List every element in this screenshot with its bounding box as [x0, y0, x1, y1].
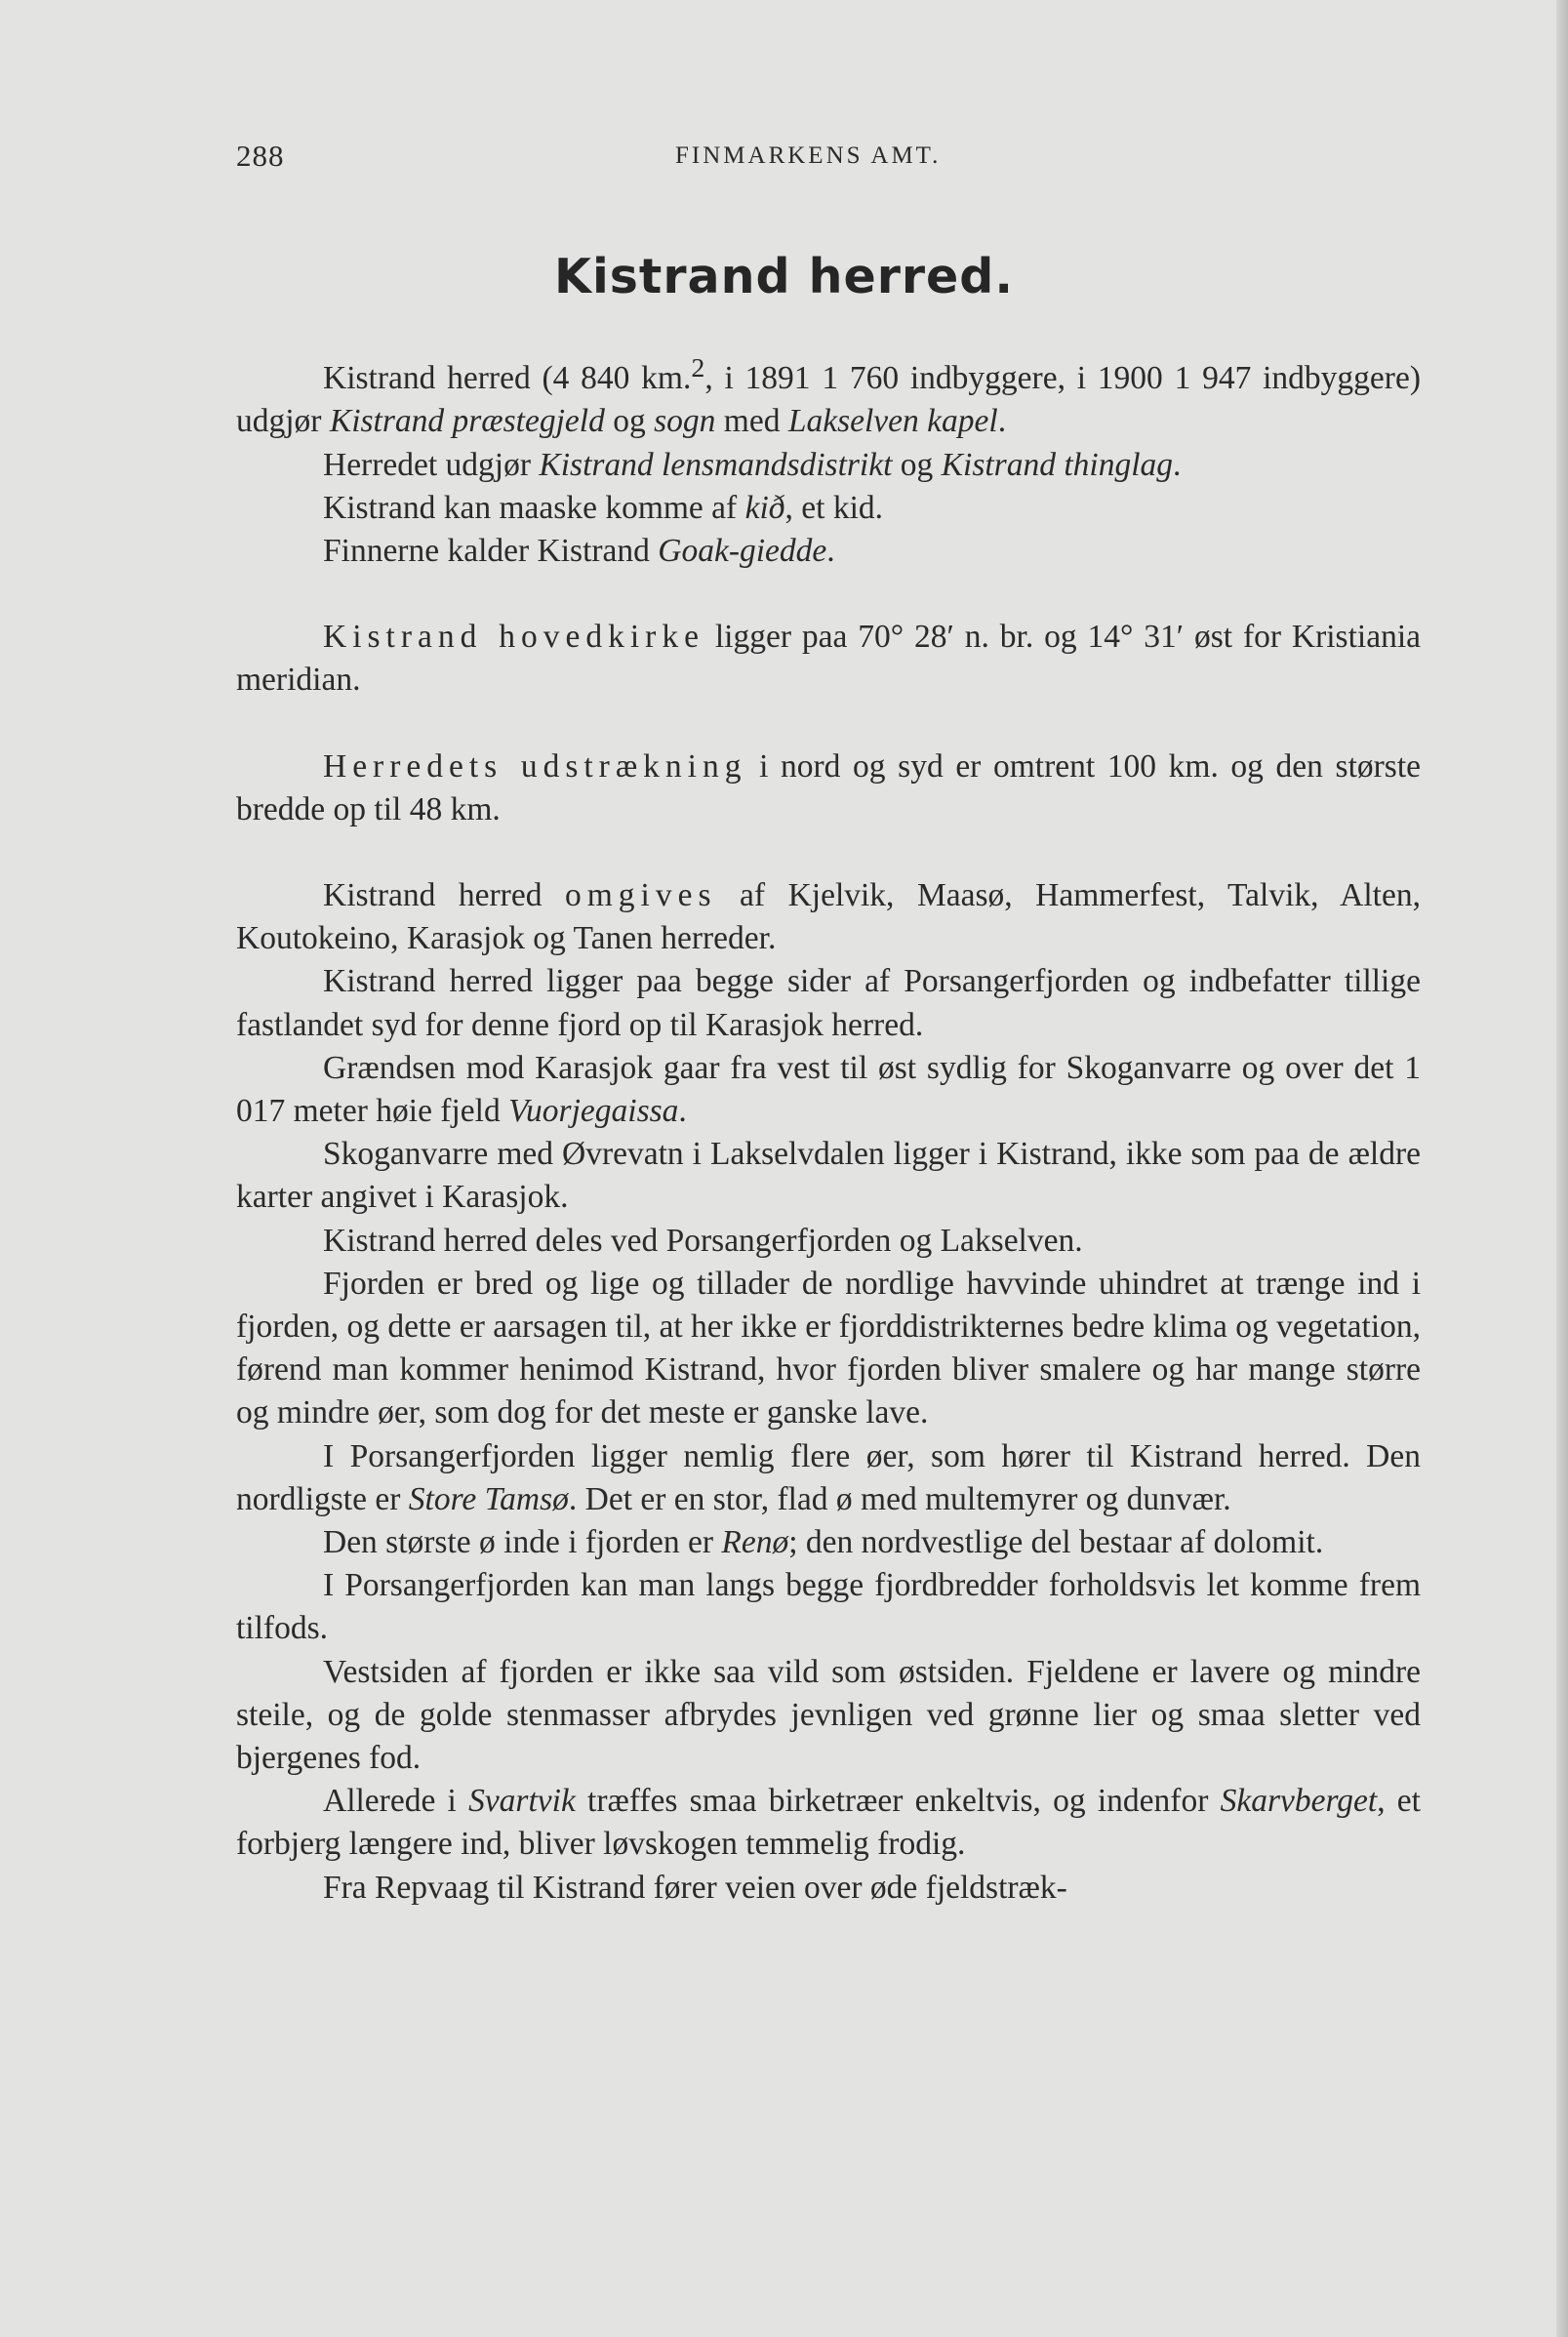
paragraph-extent: Herredets udstrækning i nord og syd er omtrent 100 km. og den største bredde op til 48 km.	[236, 747, 1421, 827]
paragraph-reno: Den største ø inde i fjorden er Renø; den nordvestlige del bestaar af dolomit.	[323, 1524, 1324, 1561]
paragraph-skoganvarre: Skoganvarre med Øvrevatn i Lakselvdalen ligger i Kistrand, ikke som paa de ældre karter angivet i Karasjok.	[236, 1136, 1421, 1216]
paragraph-etymology: Kistrand kan maaske komme af kið, et kid.	[323, 489, 883, 526]
section-title: Kistrand herred.	[554, 249, 1014, 304]
paragraph-road: Fra Repvaag til Kistrand fører veien over øde fjeldstræk-	[323, 1869, 1067, 1906]
paragraph-birch: Allerede i Svartvik træffes smaa birketræer enkeltvis, og indenfor Skarvberget, et forbjerg længere ind, bliver løvskogen temmelig frodig.	[236, 1783, 1421, 1863]
paragraph-west-side: Vestsiden af fjorden er ikke saa vild som østsiden. Fjeldene er lavere og mindre steile, og de golde stenmasser afbrydes jevnligen ved grønne lier og smaa sletter ved bjergenes fod.	[236, 1653, 1421, 1777]
paragraph-area: Kistrand herred (4 840 km.$^2$, i 1891 1 760 indbyggere, i 1900 1 947 indbyggere) udgjør Kistrand præstegjeld og sogn med Lakselven kapel.	[236, 353, 1421, 440]
body-text	[236, 347, 1421, 1910]
page-header	[236, 139, 1425, 178]
paragraph-district: Herredet udgjør Kistrand lensmandsdistrikt og Kistrand thinglag.	[323, 446, 1182, 483]
paragraph-division: Kistrand herred deles ved Porsangerfjorden og Lakselven.	[323, 1222, 1083, 1259]
paragraph-fjord-climate: Fjorden er bred og lige og tillader de nordlige havvinde uhindret at trænge ind i fjorden, og dette er aarsagen til, at her ikke er fjorddistrikternes bedre klima og vegetation, førend man kommer henimod Kistrand, hvor fjorden bliver smalere og har mange større og mindre øer, som dog for det meste er ganske lave.	[236, 1265, 1421, 1431]
paragraph-church-location: Kistrand hovedkirke ligger paa 70° 28′ n. br. og 14° 31′ øst for Kristiania meridian.	[236, 619, 1421, 699]
paragraph-fjord-sides: Kistrand herred ligger paa begge sider af Porsangerfjorden og indbefatter tillige fastlandet syd for denne fjord op til Karasjok herred.	[236, 963, 1421, 1043]
running-head: FINMARKENS AMT.	[675, 142, 942, 169]
paragraph-sami-name: Finnerne kalder Kistrand Goak-giedde.	[323, 532, 835, 569]
paragraph-travel: I Porsangerfjorden kan man langs begge fjordbredder forholdsvis let komme frem tilfods.	[236, 1567, 1421, 1647]
page-edge-shadow	[1556, 0, 1568, 2337]
paragraph-islands: I Porsangerfjorden ligger nemlig flere øer, som hører til Kistrand herred. Den nordligste er Store Tamsø. Det er en stor, flad ø med multemyrer og dunvær.	[236, 1437, 1421, 1517]
paragraph-borders: Kistrand herred omgives af Kjelvik, Maasø, Hammerfest, Talvik, Alten, Koutokeino, Karasjok og Tanen herreder.	[236, 876, 1421, 957]
page-number: 288	[236, 139, 285, 173]
paragraph-boundary: Grændsen mod Karasjok gaar fra vest til øst sydlig for Skoganvarre og over det 1 017 meter høie fjeld Vuorjegaissa.	[236, 1049, 1421, 1129]
